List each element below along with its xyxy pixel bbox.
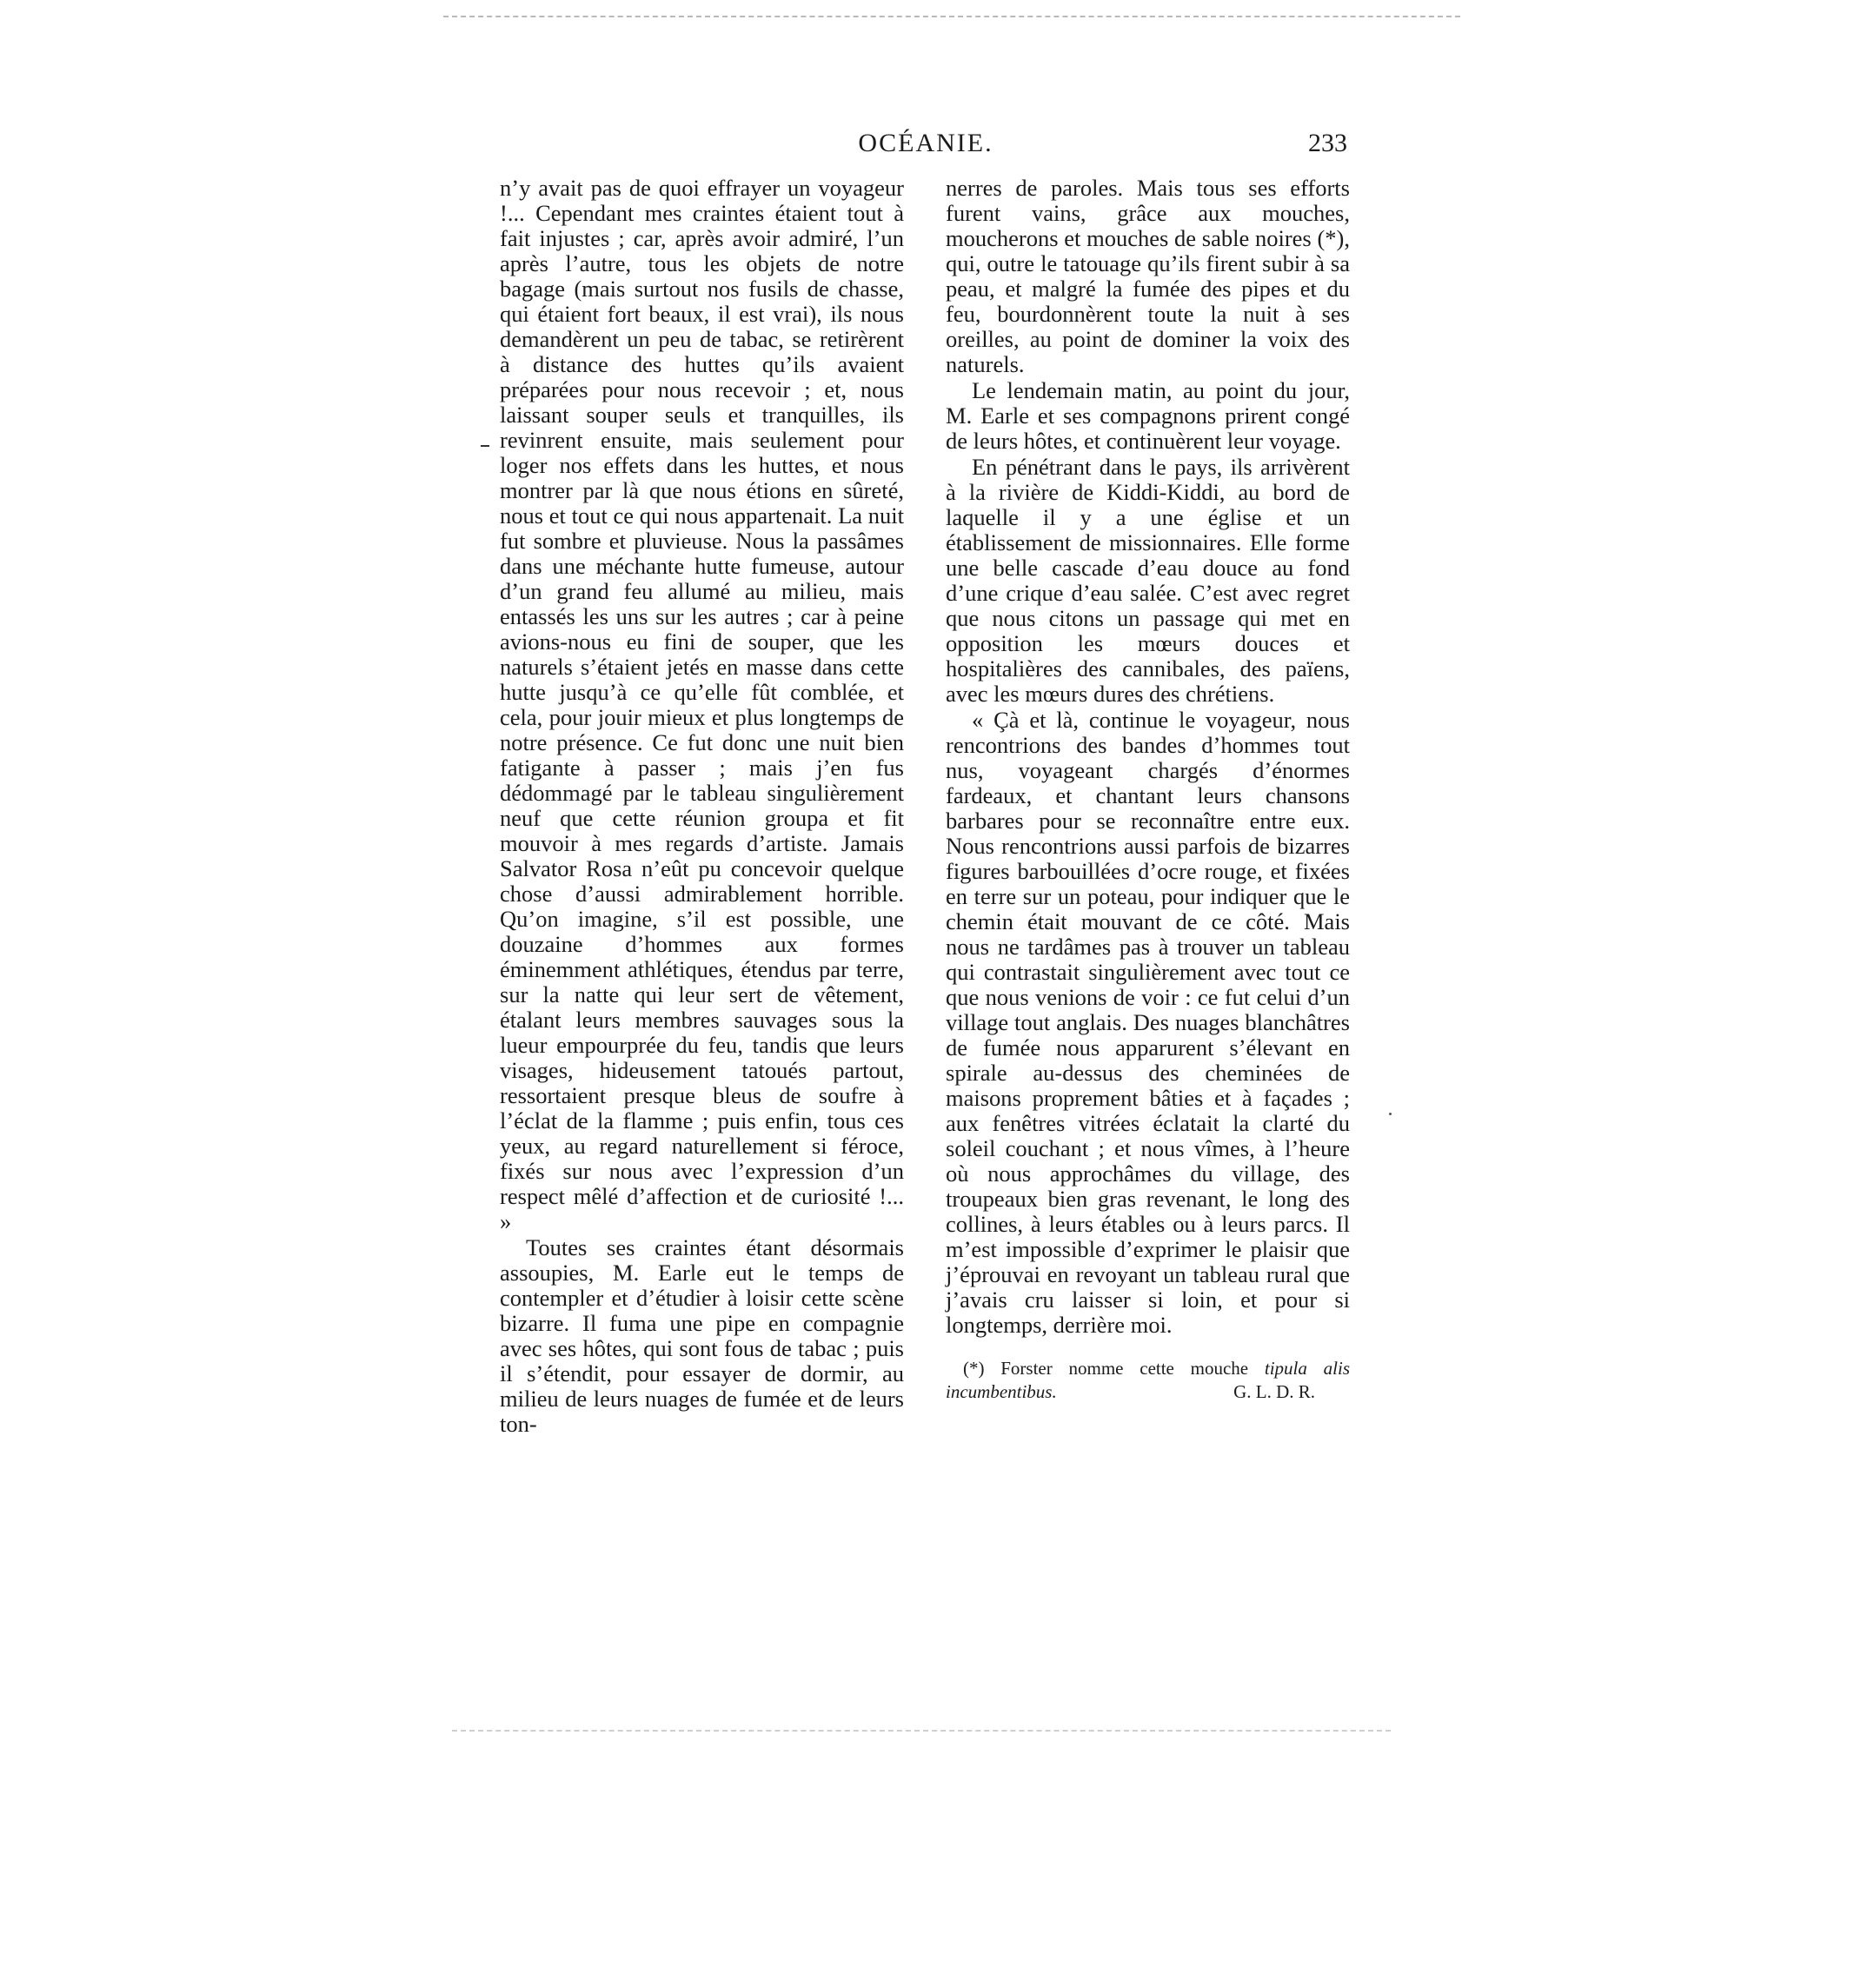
- scan-edge-bottom: [452, 1730, 1391, 1732]
- right-paragraph-3: En pénétrant dans le pays, ils arrivèrent à la rivière de Kiddi-Kiddi, au bord de laquelle il y a une église et un établissement de missionnaires. Elle forme une belle cascade d’eau douce au fond d’une crique d’eau salée. C’est avec regret que nous citons un passage qui met en opposition les mœurs douces et hospitalières des cannibales, des païens, avec les mœurs dures des chrétiens.: [946, 454, 1350, 707]
- footnote-signature: G. L. D. R.: [1233, 1381, 1315, 1402]
- footnote: [946, 1357, 1350, 1404]
- left-column: [500, 176, 904, 1437]
- scan-speck: [1389, 1113, 1392, 1115]
- footnote-text: (*) Forster nomme cette mouche: [963, 1358, 1249, 1379]
- left-paragraph-1: n’y avait pas de quoi effrayer un voyageur !... Cependant mes craintes étaient tout à fait injustes ; car, après avoir admiré, l’un après l’autre, tous les objets de notre bagage (mais surtout nos fusils de chasse, qui étaient fort beaux, il est vrai), ils nous demandèrent un peu de tabac, se retirèrent à distance des huttes qu’ils avaient préparées pour nous recevoir ; et, nous laissant souper seuls et tranquilles, ils revinrent ensuite, mais seulement pour loger nos effets dans les huttes, et nous montrer par là que nous étions en sûreté, nous et tout ce qui nous appartenait. La nuit fut sombre et pluvieuse. Nous la passâmes dans une méchante hutte fumeuse, autour d’un grand feu allumé au milieu, mais entassés les uns sur les autres ; car à peine avions-nous eu fini de souper, que les naturels s’étaient jetés en masse dans cette hutte jusqu’à ce qu’elle fût comblée, et cela, pour jouir mieux et plus longtemps de notre présence. Ce fut donc une nuit bien fatigante à passer ; mais j’en fus dédommagé par le tableau singulièrement neuf que cette réunion groupa et fit mouvoir à mes regards d’artiste. Jamais Salvator Rosa n’eût pu concevoir quelque chose d’aussi admirablement horrible. Qu’on imagine, s’il est possible, une douzaine d’hommes aux formes éminemment athlétiques, étendus par terre, sur la natte qui leur sert de vêtement, étalant leurs membres sauvages sous la lueur empourprée du feu, tandis que leurs visages, hideusement tatoués partout, ressortaient presque bleus de soufre à l’éclat de la flamme ; puis enfin, tous ces yeux, au regard naturellement si féroce, fixés sur nous avec l’expression d’un respect mêlé d’affection et de curiosité !... »: [500, 175, 904, 1234]
- page-number: 233: [1308, 129, 1347, 157]
- right-paragraph-2: Le lendemain matin, au point du jour, M. Earle et ses compagnons prirent congé de leurs hôtes, et continuèrent leur voyage.: [946, 377, 1350, 454]
- left-paragraph-2: Toutes ses craintes étant désormais assoupies, M. Earle eut le temps de contempler et d’étudier à loisir cette scène bizarre. Il fuma une pipe en compagnie avec ses hôtes, qui sont fous de tabac ; puis il s’étendit, pour essayer de dormir, au milieu de leurs nuages de fumée et de leurs ton-: [500, 1234, 904, 1437]
- right-paragraph-4: « Çà et là, continue le voyageur, nous rencontrions des bandes d’hommes tout nus, voyageant chargés d’énormes fardeaux, et chantant leurs chansons barbares pour se reconnaître entre eux. Nous rencontrions aussi parfois de bizarres figures barbouillées d’ocre rouge, et fixées en terre sur un poteau, pour indiquer que le chemin était mouvant de ce côté. Mais nous ne tardâmes pas à trouver un tableau qui contrastait singulièrement avec tout ce que nous venions de voir : ce fut celui d’un village tout anglais. Des nuages blanchâtres de fumée nous apparurent s’élevant en spirale au-dessus des cheminées de maisons proprement bâties et à façades ; aux fenêtres vitrées éclatait la clarté du soleil couchant ; et nous vîmes, à l’heure où nous approchâmes du village, des troupeaux bien gras revenant, le long des collines, à leurs étables ou à leurs parcs. Il m’est impossible d’exprimer le plaisir que j’éprouvai en revoyant un tableau rural que j’avais cru laisser si loin, et pour si longtemps, derrière moi.: [946, 707, 1350, 1338]
- running-title: OCÉANIE.: [858, 129, 993, 157]
- right-paragraph-1: nerres de paroles. Mais tous ses efforts furent vains, grâce aux mouches, moucherons et mouches de sable noires (*), qui, outre le tatouage qu’ils firent subir à sa peau, et malgré la fumée des pipes et du feu, bourdonnèrent toute la nuit à ses oreilles, au point de dominer la voix des naturels.: [946, 175, 1350, 377]
- page-header: [495, 129, 1356, 172]
- scan-edge-top: [443, 16, 1460, 17]
- margin-mark: [481, 445, 489, 447]
- right-column: [946, 176, 1350, 1404]
- footnote-latin: tipula alis incumbentibus.: [946, 1358, 1350, 1402]
